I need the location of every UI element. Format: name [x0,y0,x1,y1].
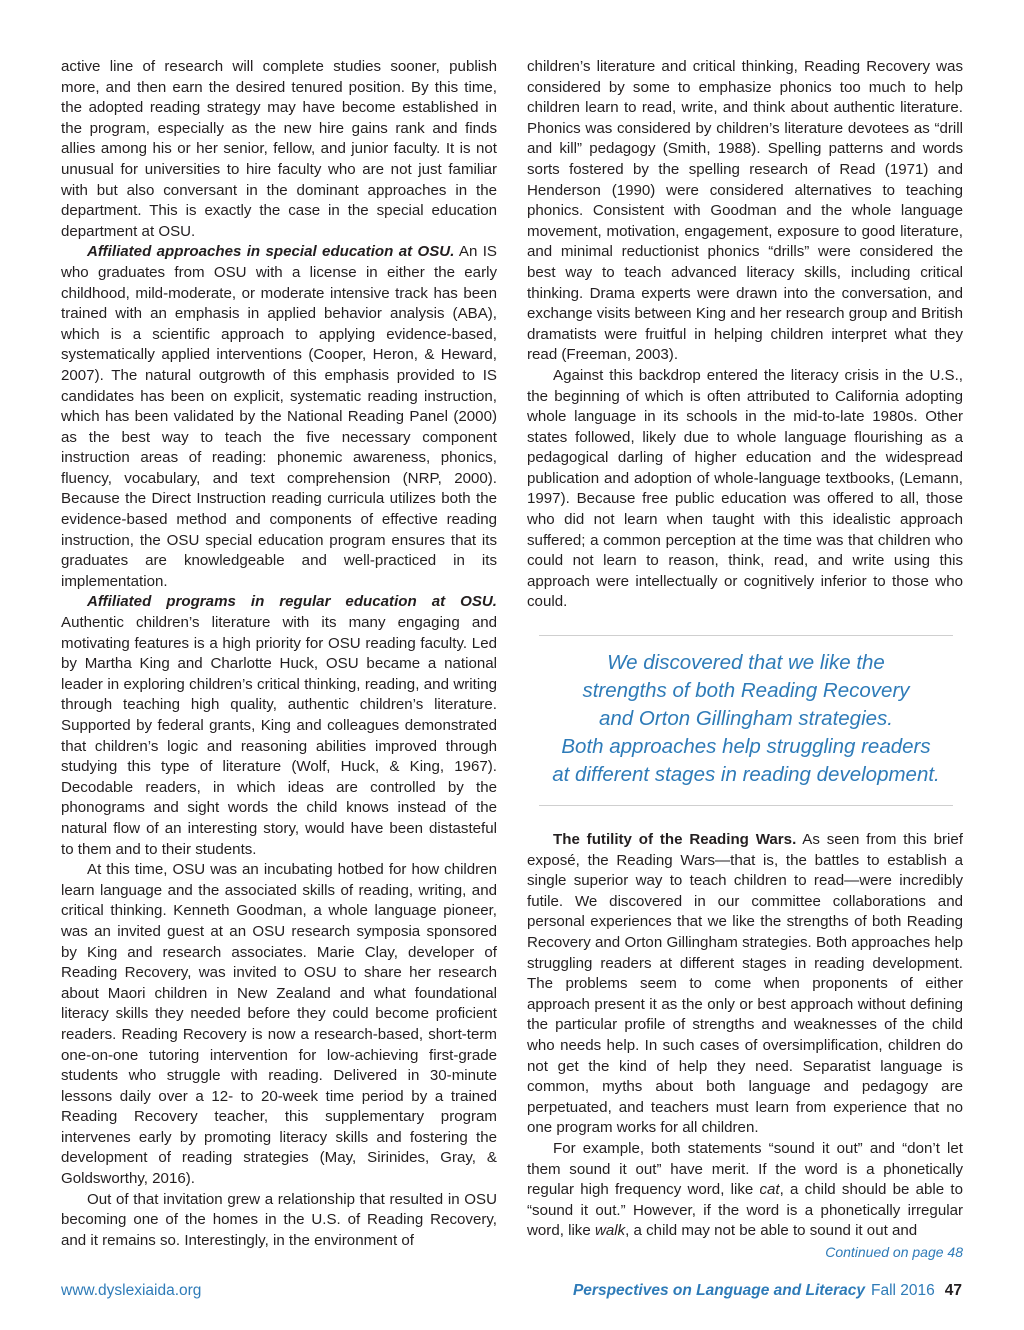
page-number: 47 [944,1282,962,1299]
paragraph-text: , a child should be able to “sound it out.” However, if the word is a phonetically irregular word, like [527,1181,963,1240]
example-word: walk [594,1222,626,1240]
pull-quote-line: We discovered that we like the [607,651,885,675]
section-heading: Affiliated programs in regular education at OSU. [87,593,497,611]
pull-quote-line: strengths of both Reading Recovery [582,679,910,703]
pull-quote-line: and Orton Gillingham strategies. [599,707,893,731]
paragraph: At this time, OSU was an incubating hotbed for how children learn language and the associated skills of reading, writing, and critical thinking. Kenneth Goodman, a whole language pioneer, was an invited guest at an OSU research symposia sponsored by King and research associates. Marie Clay, developer of Reading Recovery, was invited to OSU to share her research about Maori children in New Zealand and what foundational literacy skills they needed before they could become proficient readers. Reading Recovery is now a research-based, short-term one-on-one tutoring intervention for low-achieving first-grade students who struggle with reading. Delivered in 30-minute lessons daily over a 12- to 20-week time period by a trained Reading Recovery teacher, this supplementary program intervenes early by promoting literacy skills and fostering the development of reading strategies (May, Sirinides, Gray, & Goldsworthy, 2016). [61,861,497,1188]
journal-title: Perspectives on Language and Literacy [572,1282,865,1299]
paragraph-text: Authentic children’s literature with its many engaging and motivating features is a high priority for OSU reading faculty. Led by Martha King and Charlotte Huck, OSU became a national leader in exploring children’s critical thinking, reading, and writing through teaching high quality, authentic children’s literature. Supported by federal grants, King and colleagues demonstrated that children’s logic and reasoning abilities improved through studying this type of literature (Wolf, Huck, & King, 1967). Decodable readers, in which ideas are controlled by the phonograms and sight words the child knows instead of the natural flow of an interesting story, would have been distasteful to them and to their students. [61,614,497,858]
paragraph [527,830,963,1139]
continued-note: Continued on page 48 [825,1243,963,1260]
paragraph-text: As seen from this brief exposé, the Reading Wars—that is, the battles to establish a single superior way to teach children to read—were incredibly futile. We discovered in our committee collaborations and personal experiences that we like the strengths of both Reading Recovery and Orton Gillingham strategies. Both approaches help struggling readers at different stages in reading development. The problems seem to come when proponents of either approach present it as the only or best approach without defining the particular profile of strengths and weaknesses of the child who needs help. In such cases of oversimplification, children do not get the kind of help they need. Separatist language is common, myths about both language and pedagogy are perpetuated, and teachers must learn from experience that no one program works for all children. [527,831,963,1137]
pull-quote-line: at different stages in reading development. [552,763,940,787]
paragraph-text: For example, both statements “sound it out” and “don’t let them sound it out” have merit. If the word is a phonetically regular high frequency word, like [527,1139,963,1199]
section-heading: Affiliated approaches in special education at OSU. [87,243,455,261]
footer-website[interactable]: www.dyslexiaida.org [61,1282,202,1299]
pull-quote-line: Both approaches help struggling readers [561,735,931,759]
paragraph: children’s literature and critical thinking, Reading Recovery was considered by some to emphasize phonics too much to help children learn to read, write, and think about authentic literature. Phonics was considered by children’s literature devotees as “drill and kill” pedagogy (Smith, 1988). Spelling patterns and words sorts fostered by the spelling research of Read (1971) and Henderson (1990) were considered alternatives to teaching phonics. Consistent with Goodman and the whole language movement, motivation, engagement, exposure to good literature, and minimal reductionist phonics “drills” were considered the best way to teach advanced literacy skills, including critical thinking. Drama experts were drawn into the conversation, and exchange visits between King and her research group and British dramatists were fruitful in helping children interpret what they read (Freeman, 2003). [527,58,963,364]
pull-quote [539,635,953,806]
example-word: cat [759,1181,780,1199]
paragraph: Against this backdrop entered the literacy crisis in the U.S., the beginning of which is often attributed to California adopting whole language in its schools in the mid-to-late 1980s. Other states followed, likely due to whole language flourishing as a pedagogical darling of higher education and the widespread publication and adoption of whole-language textbooks, (Lemann, 1997). Because free public education was offered to all, those who did not learn when taught with this idealistic approach suffered; a common perception at the time was that children who could not learn to reason, think, read, and write using this approach were intellectually or cognitively inferior to those who could. [527,366,963,611]
issue-season: Fall 2016 [870,1282,935,1299]
paragraph [61,592,497,860]
paragraph: active line of research will complete studies sooner, publish more, and then earn the desired tenured position. By this time, the adopted reading strategy may have become established in the program, especially as the new hire gains rank and finds allies among his or her senior, fellow, and junior faculty. It is not unusual for universities to hire faculty who are not just familiar with but also conversant in the dominant approaches in the department. This is exactly the case in the special education department at OSU. [61,58,497,240]
paragraph: Out of that invitation grew a relationship that resulted in OSU becoming one of the homes in the U.S. of Reading Recovery, and it remains so. Interestingly, in the environment of [61,1190,497,1249]
paragraph-text: An IS who graduates from OSU with a license in either the early childhood, mild-moderate, or moderate intensive track has been trained with an emphasis in applied behavior analysis (ABA), which is a scientific approach to applying evidence-based, systematically applied interventions (Cooper, Heron, & Heward, 2007). The natural outgrowth of this emphasis provided to IS candidates has been on explicit, systematic reading instruction, which has been validated by the National Reading Panel (2000) as the best way to teach the five necessary component instruction areas of reading: phonemic awareness, phonics, fluency, vocabulary, and text comprehension (NRP, 2000). Because the Direct Instruction reading curricula utilizes both the evidence-based method and components of effective reading instruction, the OSU special education program ensures that its graduates are knowledgeable and well-practiced in its implementation. [61,243,497,590]
right-column [527,57,963,1262]
paragraph [61,242,497,592]
section-heading: The futility of the Reading Wars. [553,831,797,849]
paragraph [527,1139,963,1242]
footer-journal [573,1281,962,1301]
left-column [61,57,497,1251]
paragraph-text: , a child may not be able to sound it out and [625,1222,918,1240]
